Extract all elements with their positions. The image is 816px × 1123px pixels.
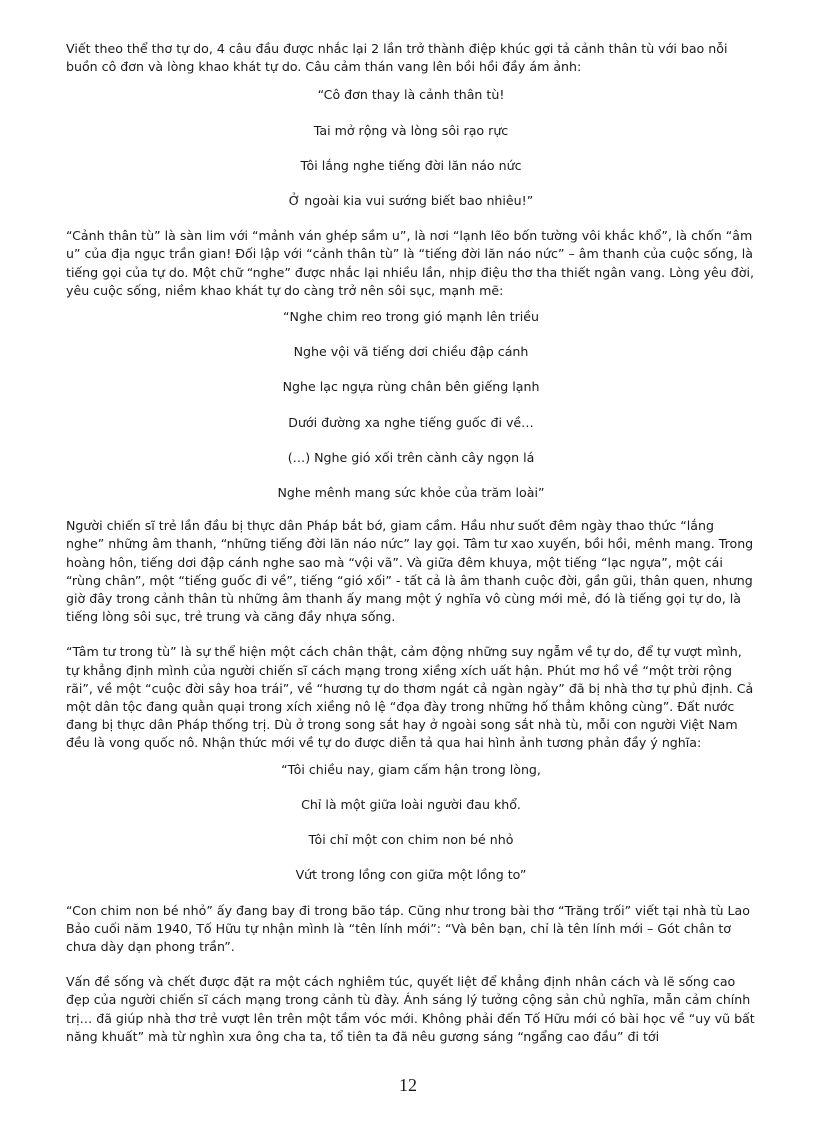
paragraph-4: “Tâm tư trong tù” là sự thể hiện một cách chân thật, cảm động những suy ngẫm về tự do, để tự vượt mình, tự khẳng định mình của người chiến sĩ cách mạng trong xiềng xích uất hận. Phút mơ hồ về “một trời rộng rãi”, về một “cuộc đời sây hoa trái”, về “hương tự do thơm ngát cả ngàn ngày” đã bị nhà thơ tự phủ định. Cả một dân tộc đang quằn quại trong xích xiềng nô lệ “đọa đày trong những hố thẳm không cùng”. Đất nước đang bị thực dân Pháp thống trị. Dù ở trong song sắt hay ở ngoài song sắt nhà tù, mỗi con người Việt Nam đều là vong quốc nô. Nhận thức mới về tự do được diễn tả qua hai hình ảnh tương phản đầy ý nghĩa: (66, 644, 754, 751)
paragraph-2: “Cảnh thân tù” là sàn lim với “mảnh ván ghép sầm u”, là nơi “lạnh lẽo bốn tường vôi khắc khổ”, là chốn “âm u” của địa ngục trần gian! Đối lập với “cảnh thân tù” là “tiếng đời lăn náo nức” – âm thanh của cuộc sống, là tiếng gọi của tự do. Một chữ “nghe” được nhắc lại nhiều lần, nhịp điệu thơ tha thiết ngân vang. Lòng yêu đời, yêu cuộc sống, niềm khao khát tự do càng trở nên sôi sục, mạnh mẽ: (66, 228, 754, 298)
poem-1-line-4: Ở ngoài kia vui sướng biết bao nhiêu!” (288, 193, 534, 209)
poem-2-line-5: (…) Nghe gió xối trên cành cây ngọn lá (287, 449, 535, 465)
poem-2-line-6: Nghe mênh mang sức khỏe của trăm loài” (277, 485, 545, 501)
paragraph-5: “Con chim non bé nhỏ” ấy đang bay đi trong bão táp. Cũng như trong bài thơ “Trăng trối” viết tại nhà tù Lao Bảo cuối năm 1940, Tố Hữu tự nhận mình là “tên lính mới”: “Và bên bạn, chỉ là tên lính mới – Gót chân tơ chưa dày dạn phong trần”. (66, 902, 750, 954)
poem-2-line-1: “Nghe chim reo trong gió mạnh lên triều (283, 309, 539, 325)
poem-1-line-1: “Cô đơn thay là cảnh thân tù! (317, 87, 505, 103)
poem-2-line-3: Nghe lạc ngựa rùng chân bên giếng lạnh (282, 379, 540, 395)
poem-1-line-3: Tôi lắng nghe tiếng đời lăn náo nức (300, 157, 522, 173)
paragraph-1: Viết theo thể thơ tự do, 4 câu đầu được nhắc lại 2 lần trở thành điệp khúc gợi tả cảnh thân tù với bao nỗi buồn cô đơn và lòng khao khát tự do. Câu cảm thán vang lên bồi hồi đầy ám ảnh: (66, 41, 728, 75)
poem-2-line-2: Nghe vội vã tiếng dơi chiều đập cánh (293, 344, 529, 360)
poem-3-line-3: Tôi chỉ một con chim non bé nhỏ (308, 832, 514, 848)
poem-3-line-2: Chỉ là một giữa loài người đau khổ. (301, 796, 521, 812)
poem-1-line-2: Tai mở rộng và lòng sôi rạo rực (313, 122, 509, 138)
poem-3-line-4: Vứt trong lồng con giữa một lồng to” (295, 867, 527, 883)
poem-3-line-1: “Tôi chiều nay, giam cấm hận trong lòng, (281, 761, 541, 777)
paragraph-3: Người chiến sĩ trẻ lần đầu bị thực dân Pháp bắt bớ, giam cầm. Hầu như suốt đêm ngày thao thức “lắng nghe” những âm thanh, “những tiếng đời lăn náo nức” lay gọi. Tâm tư xao xuyến, bồi hồi, mênh mang. Trong hoàng hôn, tiếng dơi đập cánh nghe sao mà “vội vã”. Và giữa đêm khuya, một tiếng “lạc ngựa”, một cái “rùng chân”, một “tiếng guốc đi về”, tiếng “gió xối” - tất cả là âm thanh cuộc đời, gần gũi, thân quen, nhưng giờ đây trong cảnh thân tù những âm thanh ấy mang một ý nghĩa vô cùng mới mẻ, đó là tiếng gọi tự do, là tiếng lòng sôi sục, trẻ trung và căng đầy nhựa sống. (66, 518, 754, 625)
poem-2-line-4: Dưới đường xa nghe tiếng guốc đi về… (288, 414, 534, 430)
paragraph-6: Vấn đề sống và chết được đặt ra một cách nghiêm túc, quyết liệt để khẳng định nhân cách và lẽ sống cao đẹp của người chiến sĩ cách mạng trong cảnh tù đày. Ánh sáng lý tưởng cộng sản chủ nghĩa, mẫn cảm chính trị… đã giúp nhà thơ trẻ vượt lên trên một tầm vóc mới. Không phải đến Tố Hữu mới có bài học về “uy vũ bất năng khuất” mà từ nghìn xưa ông cha ta, tổ tiên ta đã nêu gương sáng “ngẩng cao đầu” đi tới (66, 974, 755, 1044)
page-number: 12 (399, 1075, 417, 1095)
page-body (66, 40, 756, 1046)
